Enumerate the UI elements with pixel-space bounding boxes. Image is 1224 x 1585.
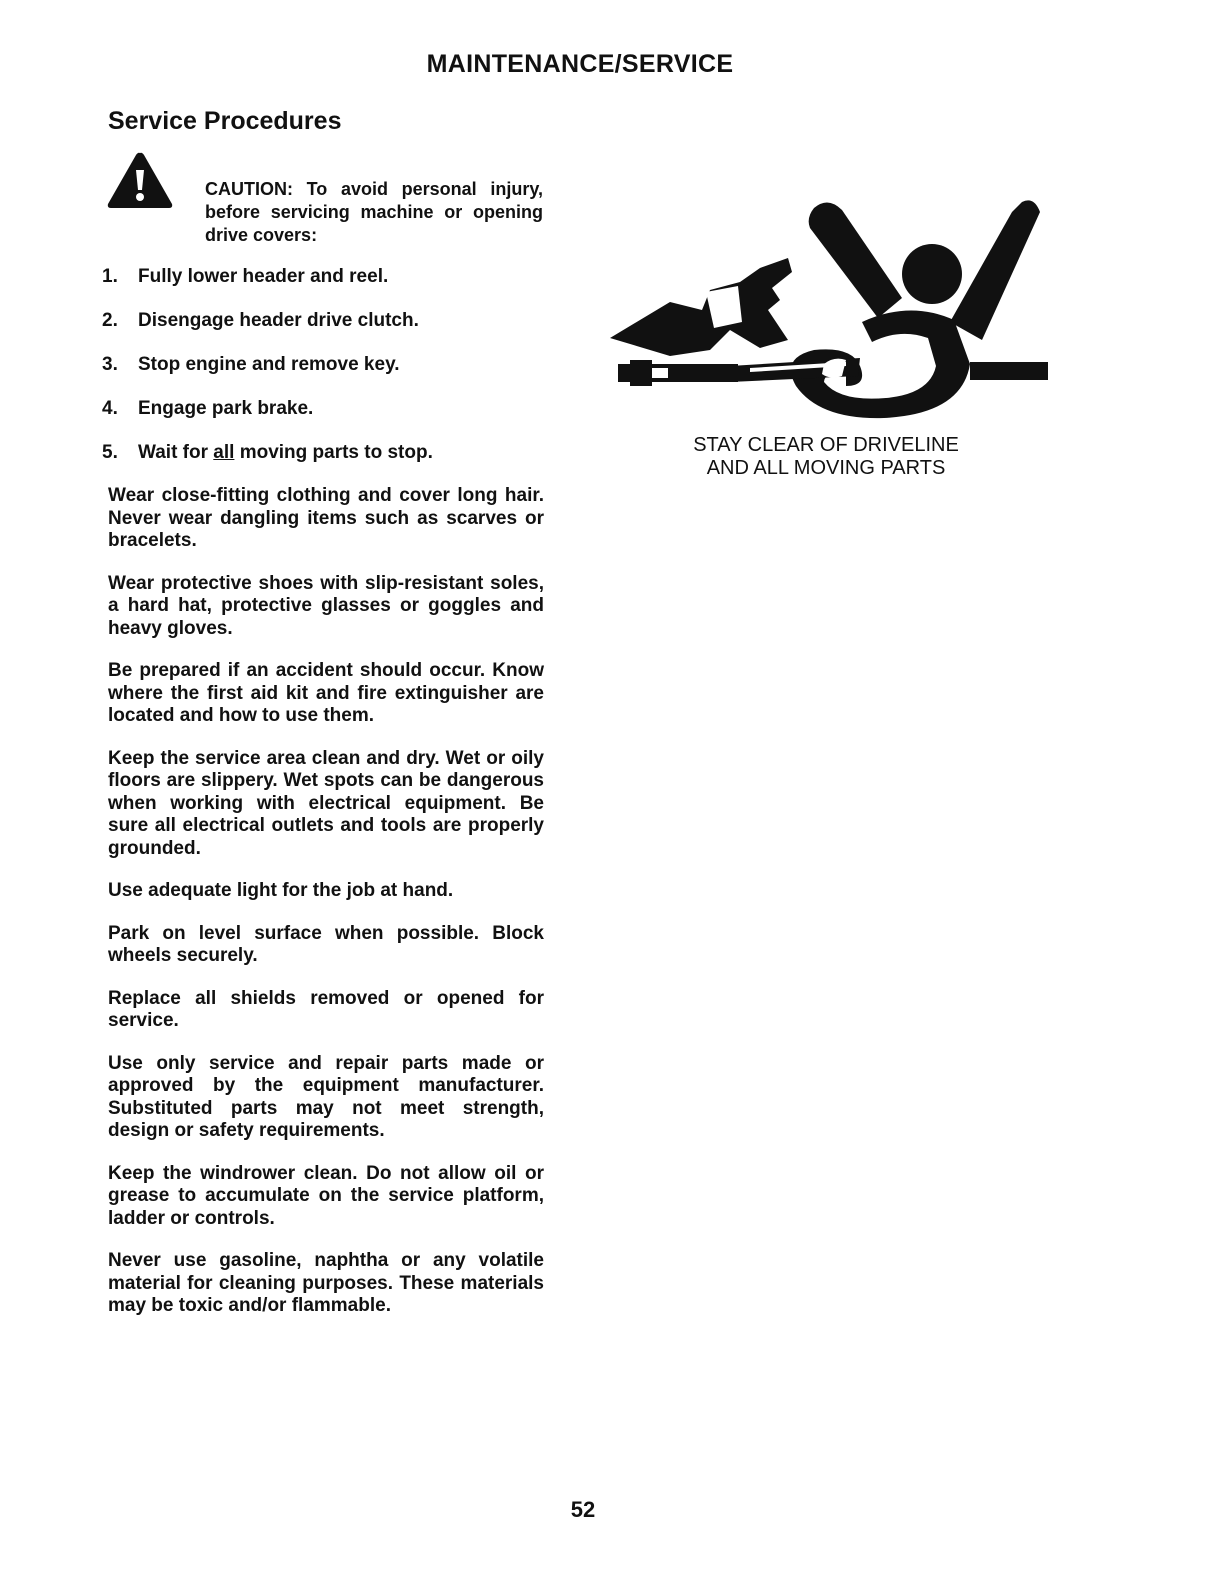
- caption-line: AND ALL MOVING PARTS: [706, 457, 946, 479]
- page-number: 52: [570, 1497, 596, 1522]
- caption-line: STAY CLEAR OF DRIVELINE: [693, 434, 959, 456]
- caution-text: CAUTION: To avoid personal injury, before servicing machine or opening drive covers:: [205, 179, 543, 245]
- step-text: Disengage header drive clutch.: [138, 310, 419, 331]
- procedure-steps: [102, 266, 562, 486]
- safety-paragraph: Never use gasoline, naphtha or any volatile material for cleaning purposes. These materials may be toxic and/or flammable.: [108, 1250, 544, 1316]
- safety-paragraph: Be prepared if an accident should occur. Know where the first aid kit and fire extinguisher are located and how to use them.: [108, 660, 544, 726]
- driveline-entanglement-icon: [610, 190, 1050, 425]
- step-number: 1.: [102, 266, 118, 287]
- step-number: 4.: [102, 398, 118, 419]
- safety-paragraph: Use adequate light for the job at hand.: [108, 880, 454, 901]
- emphasis-all: all: [213, 442, 235, 463]
- step-item: [102, 398, 562, 442]
- step-number: 2.: [102, 310, 118, 331]
- step-text: Fully lower header and reel.: [138, 266, 389, 287]
- step-item: [102, 354, 562, 398]
- step-text: Stop engine and remove key.: [138, 354, 400, 375]
- step-number: 3.: [102, 354, 118, 375]
- warning-triangle-icon: [106, 150, 174, 210]
- figure-caption: [640, 434, 1012, 480]
- safety-paragraph: Keep the service area clean and dry. Wet or oily floors are slippery. Wet spots can be dangerous when working with electrical equipment. Be sure all electrical outlets and tools are properly grounded.: [108, 747, 544, 859]
- step-item: [102, 442, 562, 486]
- safety-paragraph: Replace all shields removed or opened for service.: [108, 987, 544, 1031]
- safety-paragraph: Use only service and repair parts made or approved by the equipment manufacturer. Substituted parts may not meet strength, design or safety requirements.: [108, 1052, 544, 1141]
- step-number: 5.: [102, 442, 118, 463]
- safety-paragraphs: [108, 485, 544, 1338]
- step-text: Wait for all moving parts to stop.: [138, 442, 433, 463]
- safety-paragraph: Wear close-fitting clothing and cover long hair. Never wear dangling items such as scarves or bracelets.: [108, 485, 544, 551]
- safety-paragraph: Keep the windrower clean. Do not allow oil or grease to accumulate on the service platform, ladder or controls.: [108, 1162, 544, 1229]
- section-title: Service Procedures: [108, 107, 342, 135]
- step-item: [102, 310, 562, 354]
- page-header: MAINTENANCE/SERVICE: [426, 50, 734, 78]
- safety-paragraph: Wear protective shoes with slip-resistant soles, a hard hat, protective glasses or goggles and heavy gloves.: [108, 572, 544, 639]
- step-text: Engage park brake.: [138, 398, 314, 419]
- safety-paragraph: Park on level surface when possible. Block wheels securely.: [108, 922, 544, 966]
- step-item: [102, 266, 562, 310]
